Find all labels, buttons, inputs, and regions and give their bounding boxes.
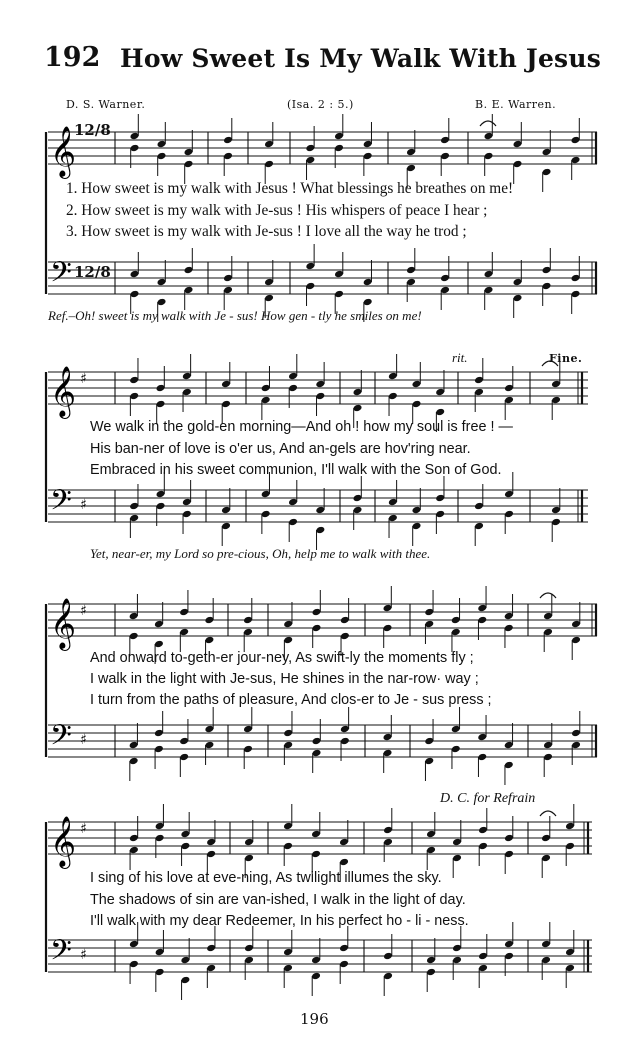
system2-verse3: Embraced in his sweet communion, I'll walk with the Son of God. — [90, 462, 502, 478]
fermata-icon — [480, 121, 496, 126]
fermata-icon — [540, 593, 556, 598]
system4-verse1: I sing of his love at eve-ning, As twilight illumes the sky. — [90, 870, 442, 886]
page-number: 196 — [300, 1010, 329, 1028]
treble-clef-icon: 𝄞 — [50, 598, 77, 649]
sharp-icon: ♯ — [80, 371, 87, 387]
time-signature-bass: 12/8 — [74, 263, 111, 281]
sharp-icon: ♯ — [80, 603, 87, 619]
system4-verse3: I'll walk with my dear Redeemer, In his perfect ho - li - ness. — [90, 913, 469, 929]
system1-verse1: 1. How sweet is my walk with Jesus ! What blessings he breathes on me! — [66, 180, 514, 197]
sharp-icon: ♯ — [80, 497, 87, 513]
bass-clef-icon: 𝄢 — [50, 934, 72, 974]
system1-refrain: Ref.–Oh! sweet is my walk with Je - sus! How gen - tly he smiles on me! — [48, 308, 422, 323]
bass-clef-icon: 𝄢 — [50, 719, 72, 759]
fermata-icon — [540, 811, 556, 816]
time-signature-treble: 12/8 — [74, 121, 111, 139]
author-credit: D. S. Warner. — [66, 98, 146, 111]
treble-clef-icon: 𝄞 — [50, 366, 77, 417]
sharp-icon: ♯ — [80, 732, 87, 748]
scripture-reference: (Isa. 2 : 5.) — [287, 98, 354, 111]
system3-verse1: And onward to-geth-er jour-ney, As swift-ly the moments fly ; — [90, 650, 474, 666]
treble-clef-icon: 𝄞 — [50, 816, 77, 867]
system2-verse2: His ban-ner of love is o'er us, And an-gels are hov'ring near. — [90, 441, 471, 457]
dc-for-refrain: D. C. for Refrain — [440, 791, 536, 806]
bass-clef-icon: 𝄢 — [50, 484, 72, 524]
sharp-icon: ♯ — [80, 947, 87, 963]
treble-clef-icon: 𝄞 — [50, 126, 77, 177]
hymn-number: 192 — [44, 42, 101, 73]
system4-verse2: The shadows of sin are van-ished, I walk in the light of day. — [90, 892, 466, 908]
system3-verse2: I walk in the light with Je-sus, He shines in the nar-row· way ; — [90, 671, 479, 687]
ritardando-mark: rit. — [452, 350, 468, 365]
system2-verse1: We walk in the gold-en morning—And oh ! how my soul is free ! — — [90, 419, 513, 435]
system1-verse3: 3. How sweet is my walk with Je-sus ! I love all the way he trod ; — [66, 223, 467, 240]
system2-refrain: Yet, near-er, my Lord so pre-cious, Oh, help me to walk with thee. — [90, 546, 431, 561]
system3-verse3: I turn from the paths of pleasure, And clos-er to Je - sus press ; — [90, 692, 492, 708]
system1-verse2: 2. How sweet is my walk with Je-sus ! His whispers of peace I hear ; — [66, 202, 488, 219]
sharp-icon: ♯ — [80, 821, 87, 837]
bass-clef-icon: 𝄢 — [50, 256, 72, 296]
hymn-title: How Sweet Is My Walk With Jesus — [120, 44, 601, 73]
composer-credit: B. E. Warren. — [475, 98, 557, 111]
fine-mark: Fine. — [549, 352, 583, 365]
